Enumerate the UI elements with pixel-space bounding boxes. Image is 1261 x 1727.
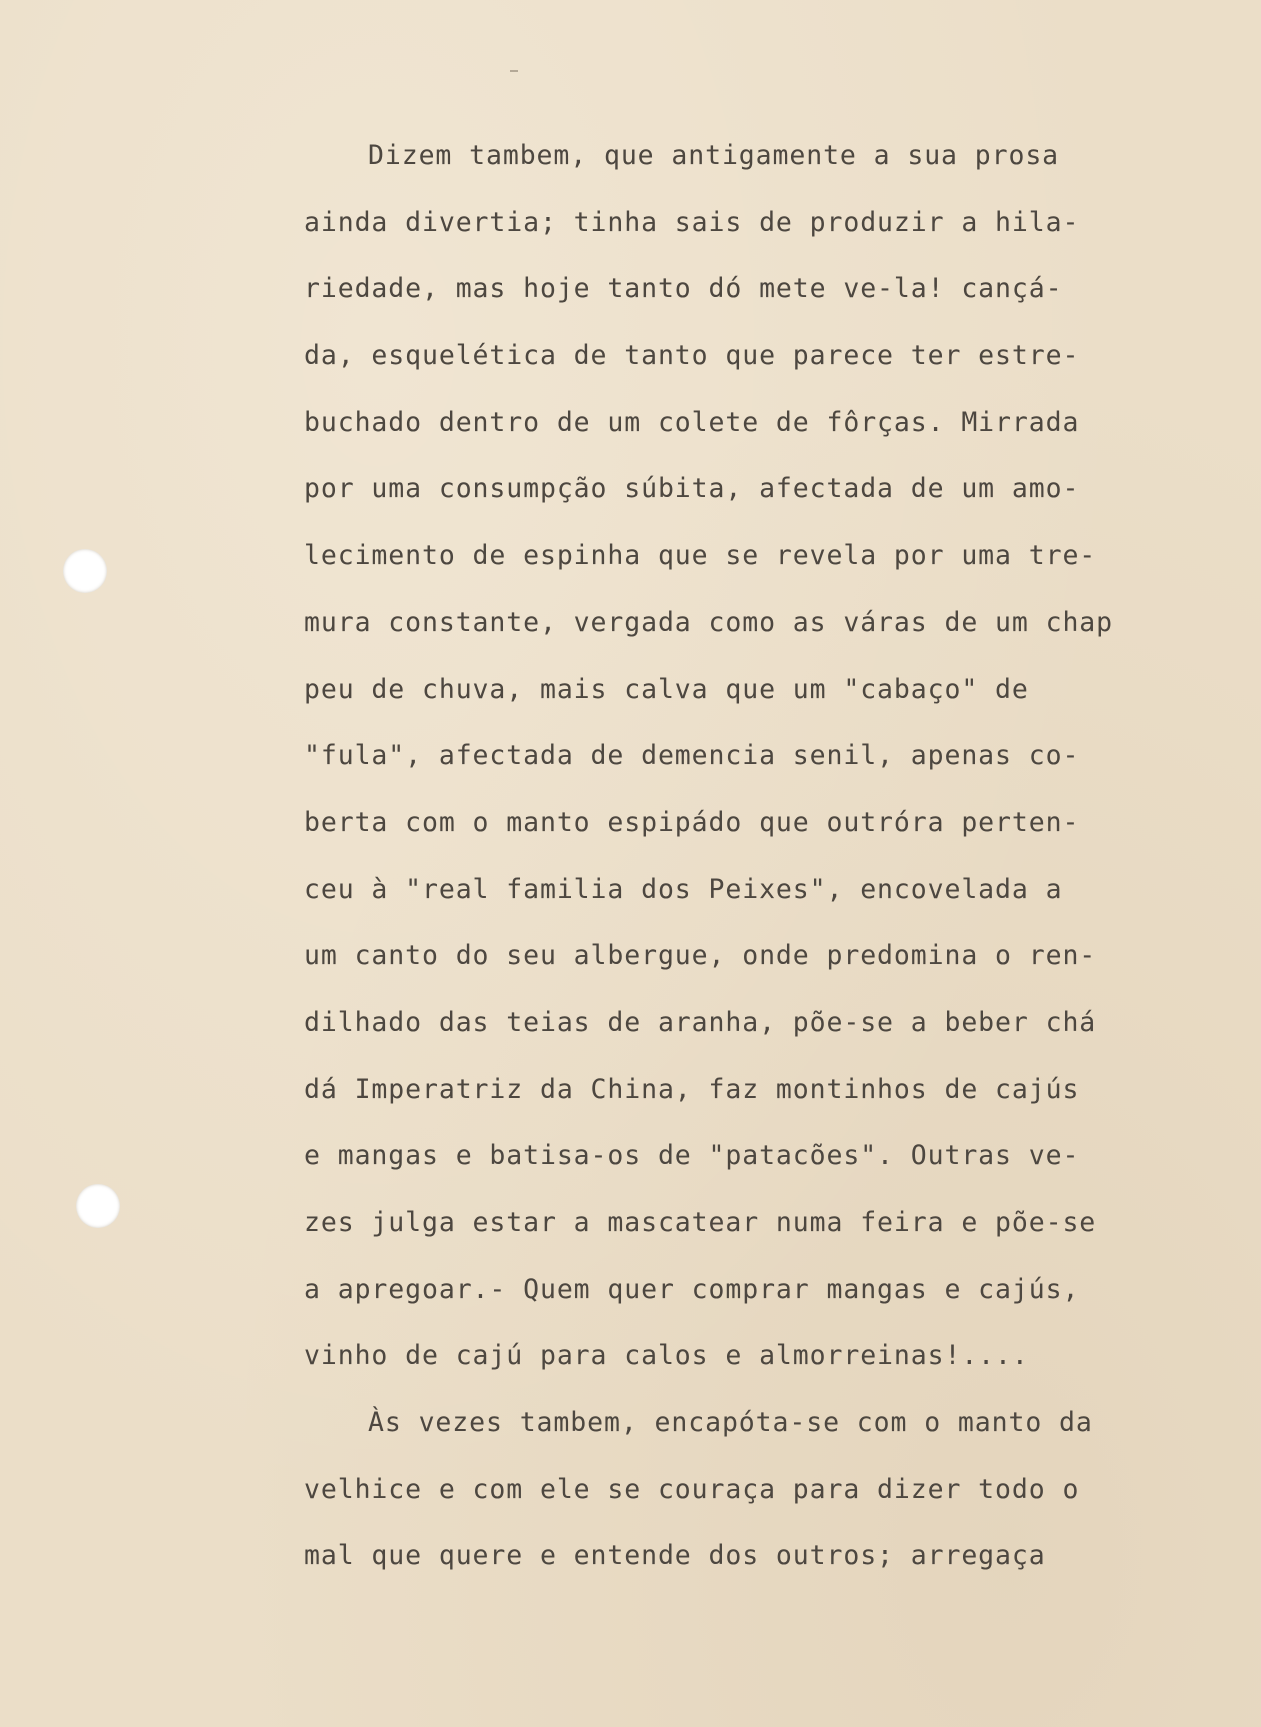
text-line: um canto do seu albergue, onde predomina o ren- xyxy=(304,940,1097,972)
text-line: buchado dentro de um colete de fôrças. Mirrada xyxy=(304,406,1080,438)
text-line: berta com o manto espipádo que outróra perten- xyxy=(304,806,1080,838)
text-line: e mangas e batisa-os de "patacões". Outras ve- xyxy=(304,1140,1080,1172)
text-line: vinho de cajú para calos e almorreinas!.... xyxy=(304,1340,1029,1372)
punch-hole xyxy=(63,549,107,593)
text-line: velhice e com ele se couraça para dizer todo o xyxy=(304,1473,1080,1505)
text-line: "fula", afectada de demencia senil, apenas co- xyxy=(304,740,1080,772)
text-line: Dizem tambem, que antigamente a sua prosa xyxy=(368,140,1060,171)
punch-hole xyxy=(76,1184,120,1228)
text-line: zes julga estar a mascatear numa feira e põe-se xyxy=(304,1207,1097,1238)
text-line: ainda divertia; tinha sais de produzir a hila- xyxy=(304,206,1080,238)
text-line: lecimento de espinha que se revela por uma tre- xyxy=(304,540,1097,572)
paper-speck xyxy=(510,70,518,72)
text-line: da, esquelética de tanto que parece ter estre- xyxy=(304,340,1080,372)
text-line: a apregoar.- Quem quer comprar mangas e cajús, xyxy=(304,1273,1080,1305)
text-line: peu de chuva, mais calva que um "cabaço" de xyxy=(304,673,1029,705)
text-line: dá Imperatriz da China, faz montinhos de cajús xyxy=(304,1073,1080,1105)
text-line: por uma consumpção súbita, afectada de um amo- xyxy=(304,473,1080,505)
text-line: riedade, mas hoje tanto dó mete ve-la! cançá- xyxy=(304,273,1063,305)
text-line: mura constante, vergada como as váras de um chap xyxy=(304,606,1114,638)
text-line: dilhado das teias de aranha, põe-se a beber chá xyxy=(304,1006,1097,1038)
typed-text-block xyxy=(304,134,1254,1601)
text-line: mal que quere e entende dos outros; arregaça xyxy=(304,1540,1046,1572)
text-line: Às vezes tambem, encapóta-se com o manto da xyxy=(368,1407,1093,1439)
text-line: ceu à "real familia dos Peixes", encovelada a xyxy=(304,873,1063,905)
